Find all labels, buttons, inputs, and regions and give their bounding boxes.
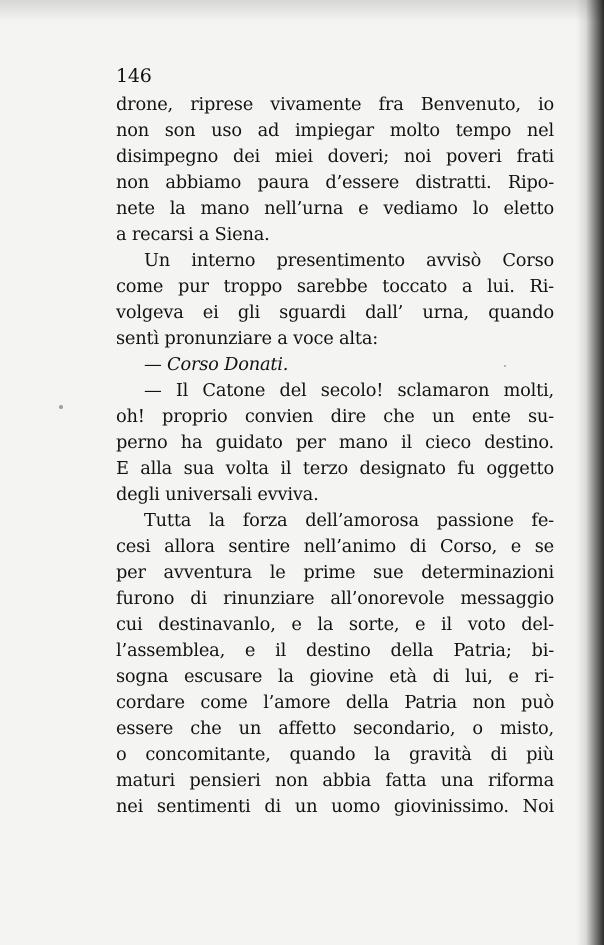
text-line-27: maturi pensieri non abbia fatta una riforma — [116, 770, 554, 791]
paper-speck — [532, 516, 535, 519]
text-line-21: cui destinavanlo, e la sorte, e il voto del- — [116, 614, 554, 635]
paper-speck — [59, 405, 63, 409]
text-line-19: per avventura le prime sue determinazioni — [116, 562, 554, 583]
text-line-22: l’assemblea, e il destino della Patria; bi- — [116, 640, 554, 661]
paper-speck — [504, 365, 506, 367]
text-line-6: a recarsi a Siena. — [116, 224, 270, 245]
page-text — [116, 62, 554, 820]
text-line-5: nete la mano nell’urna e vediamo lo eletto — [116, 198, 554, 219]
text-line-17: Tutta la forza dell’amorosa passione fe- — [144, 510, 554, 531]
text-line-9: volgeva ei gli sguardi dall’ urna, quando — [116, 302, 554, 323]
text-line-4: non abbiamo paura d’essere distratti. Ripo- — [116, 172, 554, 193]
text-line-20: furono di rinunziare all’onorevole messaggio — [116, 588, 554, 609]
text-line-14: perno ha guidato per mano il cieco destino. — [116, 432, 554, 453]
italic-name: Corso Donati. — [167, 354, 289, 375]
text-line-26: o concomitante, quando la gravità di più — [116, 744, 554, 765]
text-line-1: drone, riprese vivamente fra Benvenuto, io — [116, 94, 554, 115]
text-line-24: cordare come l’amore della Patria non può — [116, 692, 554, 713]
text-line-12: — Il Catone del secolo! sclamaron molti, — [144, 380, 554, 401]
text-line-23: sogna escusare la giovine età di lui, e ri- — [116, 666, 554, 687]
text-line-25: essere che un affetto secondario, o misto, — [116, 718, 554, 739]
dialogue-dash: — — [144, 354, 168, 375]
text-line-10: sentì pronunziare a voce alta: — [116, 328, 379, 349]
page-number: 146 — [116, 65, 152, 87]
text-line-15: E alla sua volta il terzo designato fu oggetto — [116, 458, 554, 479]
text-line-13: oh! proprio convien dire che un ente su- — [116, 406, 554, 427]
top-edge-shadow — [0, 0, 604, 22]
text-line-16: degli universali evviva. — [116, 484, 319, 505]
text-line-18: cesi allora sentire nell’animo di Corso, e se — [116, 536, 554, 557]
page-gutter-shadow — [576, 0, 604, 945]
text-line-3: disimpegno dei miei doveri; noi poveri frati — [116, 146, 554, 167]
text-line-8: come pur troppo sarebbe toccato a lui. Ri- — [116, 276, 554, 297]
text-line-2: non son uso ad impiegar molto tempo nel — [116, 120, 554, 141]
text-line-28: nei sentimenti di un uomo giovinissimo. Noi — [116, 796, 554, 817]
text-line-11 — [116, 352, 554, 378]
text-line-7: Un interno presentimento avvisò Corso — [144, 250, 554, 271]
